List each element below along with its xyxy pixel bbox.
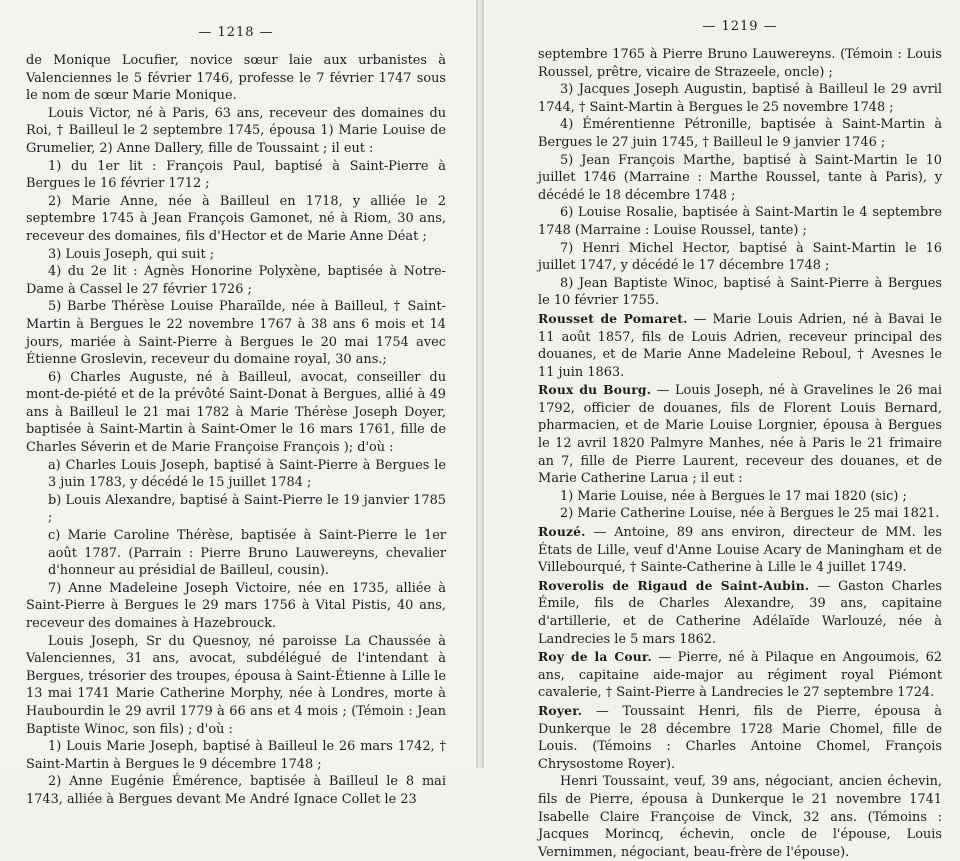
paragraph: 6) Louise Rosalie, baptisée à Saint-Martin le 4 septembre 1748 (Marraine : Louise Roussel, tante) ; bbox=[538, 205, 942, 238]
entry-rousset-de-pomaret: Rousset de Pomaret. — Marie Louis Adrien, né à Bavai le 11 août 1857, fils de Louis Adrien, receveur principal des douanes, et de Marie Anne Madeleine Reboul, † Avesnes le 11 juin 1863. bbox=[538, 310, 942, 380]
page-number: — 1219 — bbox=[702, 19, 778, 34]
paragraph: septembre 1765 à Pierre Bruno Lauwereyns. (Témoin : Louis Roussel, prêtre, vicaire de Strazeele, oncle) ; bbox=[538, 47, 942, 80]
paragraph: Louis Joseph, Sr du Quesnoy, né paroisse La Chaussée à Valenciennes, 31 ans, avocat, subdélégué de l'intendant à Bergues, trésorier des troupes, épousa à Saint-Étienne à Lille le 13 mai 1741 Marie Catherine Morphy, née à Londres, morte à Haubourdin le 29 avril 1779 à 66 ans et 4 mois ; (Témoin : Jean Baptiste Winoc, son fils) ; d'où : bbox=[26, 633, 446, 737]
paragraph: 2) Anne Eugénie Émérence, baptisée à Bailleul le 8 mai 1743, alliée à Bergues devant Me André Ignace Collet le 23 bbox=[26, 774, 446, 807]
page-text bbox=[538, 46, 942, 861]
paragraph: 2) Marie Catherine Louise, née à Bergues le 25 mai 1821. bbox=[560, 506, 940, 522]
paragraph: 1) Marie Louise, née à Bergues le 17 mai 1820 (sic) ; bbox=[560, 488, 907, 504]
page-1219 bbox=[484, 0, 960, 860]
paragraph: 3) Louis Joseph, qui suit ; bbox=[48, 246, 215, 262]
paragraph: 7) Henri Michel Hector, baptisé à Saint-Martin le 16 juillet 1747, y décédé le 17 décembre 1748 ; bbox=[538, 240, 942, 274]
entry-headword: Roy de la Cour. bbox=[538, 649, 652, 665]
entry-headword: Royer. bbox=[538, 702, 583, 718]
paragraph: Henri Toussaint, veuf, 39 ans, négociant, ancien échevin, fils de Pierre, épousa à Dunkerque le 21 novembre 1741 Isabelle Claire Françoise de Vinck, 32 ans. (Témoins : Jacques Morincq, échevin, oncle de l'épouse, Louis Vernimmen, négociant, beau-frère de l'épouse). bbox=[538, 774, 942, 860]
book-gutter bbox=[476, 0, 484, 768]
paragraph: Louis Victor, né à Paris, 63 ans, receveur des domaines du Roi, † Bailleul le 2 septembre 1745, épousa 1) Marie Louise de Grumelier, 2) Anne Dallery, fille de Toussaint ; il eut : bbox=[26, 105, 446, 156]
paragraph: 7) Anne Madeleine Joseph Victoire, née en 1735, alliée à Saint-Pierre à Bergues le 29 mars 1756 à Vital Pistis, 40 ans, receveur des domaines à Hazebrouck. bbox=[26, 580, 446, 631]
page-1218 bbox=[0, 0, 476, 807]
entry-roux-du-bourg: Roux du Bourg. — Louis Joseph, né à Gravelines le 26 mai 1792, officier de douanes, fils de Florent Louis Bernard, pharmacien, et de Marie Louise Lorgnier, épousa à Bergues le 12 avril 1820 Palmyre Manhes, née à Paris le 21 frimaire an 7, fille de Pierre Laurent, receveur des douanes, et de Marie Catherine Larua ; il eut : bbox=[538, 382, 942, 487]
paragraph: 8) Jean Baptiste Winoc, baptisé à Saint-Pierre à Bergues le 10 février 1755. bbox=[538, 275, 942, 309]
paragraph: 5) Barbe Thérèse Louise Pharaïlde, née à Bailleul, † Saint-Martin à Bergues le 22 novembre 1767 à 38 ans 6 mois et 14 jours, mariée à Saint-Pierre à Bergues le 20 mai 1754 avec Étienne Groslevin, receveur du domaine royal, 30 ans.; bbox=[26, 299, 446, 368]
paragraph: 6) Charles Auguste, né à Bailleul, avocat, conseiller du mont-de-piété et de la prévôté Saint-Donat à Bergues, allié à 49 ans à Bailleul le 21 mai 1782 à Marie Thérèse Joseph Doyer, baptisée à Saint-Martin à Saint-Omer le 16 mars 1761, fille de Charles Séverin et de Marie Françoise François ); d'où : bbox=[26, 369, 446, 456]
entry-royer: Royer. — Toussaint Henri, fils de Pierre, épousa à Dunkerque le 28 décembre 1728 Marie Chomel, fille de Louis. (Témoins : Charles Antoine Chomel, François Chrysostome Royer). bbox=[538, 702, 942, 772]
paragraph: de Monique Locufier, novice sœur laie aux urbanistes à Valenciennes le 5 février 1746, professe le 7 février 1747 sous le nom de sœur Marie Monique. bbox=[26, 53, 446, 104]
entry-headword: Rouzé. bbox=[538, 524, 586, 540]
paragraph: 4) du 2e lit : Agnès Honorine Polyxène, baptisée à Notre-Dame à Cassel le 27 février 1726 ; bbox=[26, 264, 446, 297]
paragraph: 4) Émérentienne Pétronille, baptisée à Saint-Martin à Bergues le 27 juin 1745, † Bailleul le 9 janvier 1746 ; bbox=[538, 117, 942, 150]
paragraph: 3) Jacques Joseph Augustin, baptisé à Bailleul le 29 avril 1744, † Saint-Martin à Bergues le 25 novembre 1748 ; bbox=[538, 82, 942, 115]
entry-rouze: Rouzé. — Antoine, 89 ans environ, directeur de MM. les États de Lille, veuf d'Anne Louise Acary de Maningham et de Villebourqué, † Sainte-Catherine à Lille le 4 juillet 1749. bbox=[538, 524, 942, 576]
paragraph: a) Charles Louis Joseph, baptisé à Saint-Pierre à Bergues le 3 juin 1783, y décédé le 15 juillet 1784 ; bbox=[48, 457, 446, 491]
page-number: — 1218 — bbox=[198, 25, 274, 40]
entry-headword: Roux du Bourg. bbox=[538, 382, 652, 398]
paragraph: 1) Louis Marie Joseph, baptisé à Bailleul le 26 mars 1742, † Saint-Martin à Bergues le 9 décembre 1748 ; bbox=[26, 739, 446, 772]
paragraph: 1) du 1er lit : François Paul, baptisé à Saint-Pierre à Bergues le 16 février 1712 ; bbox=[26, 158, 446, 192]
paragraph: 5) Jean François Marthe, baptisé à Saint-Martin le 10 juillet 1746 (Marraine : Marthe Roussel, tante à Paris), y décédé le 18 décembre 1748 ; bbox=[538, 152, 942, 203]
entry-roverolis: Roverolis de Rigaud de Saint-Aubin. — Gaston Charles Émile, fils de Charles Alexandre, 39 ans, capitaine d'artillerie, et de Catherine Adélaïde Warlouzé, née à Landrecies le 5 mars 1862. bbox=[538, 577, 942, 647]
paragraph: 2) Marie Anne, née à Bailleul en 1718, y alliée le 2 septembre 1745 à Jean François Gamonet, né à Riom, 30 ans, receveur des domaines, fils d'Hector et de Marie Anne Déat ; bbox=[26, 193, 446, 244]
entry-headword: Roverolis de Rigaud de Saint-Aubin. bbox=[538, 577, 810, 593]
page-text bbox=[26, 52, 446, 809]
paragraph: c) Marie Caroline Thérèse, baptisée à Saint-Pierre le 1er août 1787. (Parrain : Pierre Bruno Lauwereyns, chevalier d'honneur au présidial de Bailleul, cousin). bbox=[48, 528, 446, 579]
entry-roy-de-la-cour: Roy de la Cour. — Pierre, né à Pilaque en Angoumois, 62 ans, capitaine aide-major au régiment royal Piémont cavalerie, † Saint-Pierre à Landrecies le 27 septembre 1724. bbox=[538, 649, 943, 701]
entry-headword: Rousset de Pomaret. bbox=[538, 310, 688, 326]
paragraph: b) Louis Alexandre, baptisé à Saint-Pierre le 19 janvier 1785 ; bbox=[48, 492, 446, 526]
